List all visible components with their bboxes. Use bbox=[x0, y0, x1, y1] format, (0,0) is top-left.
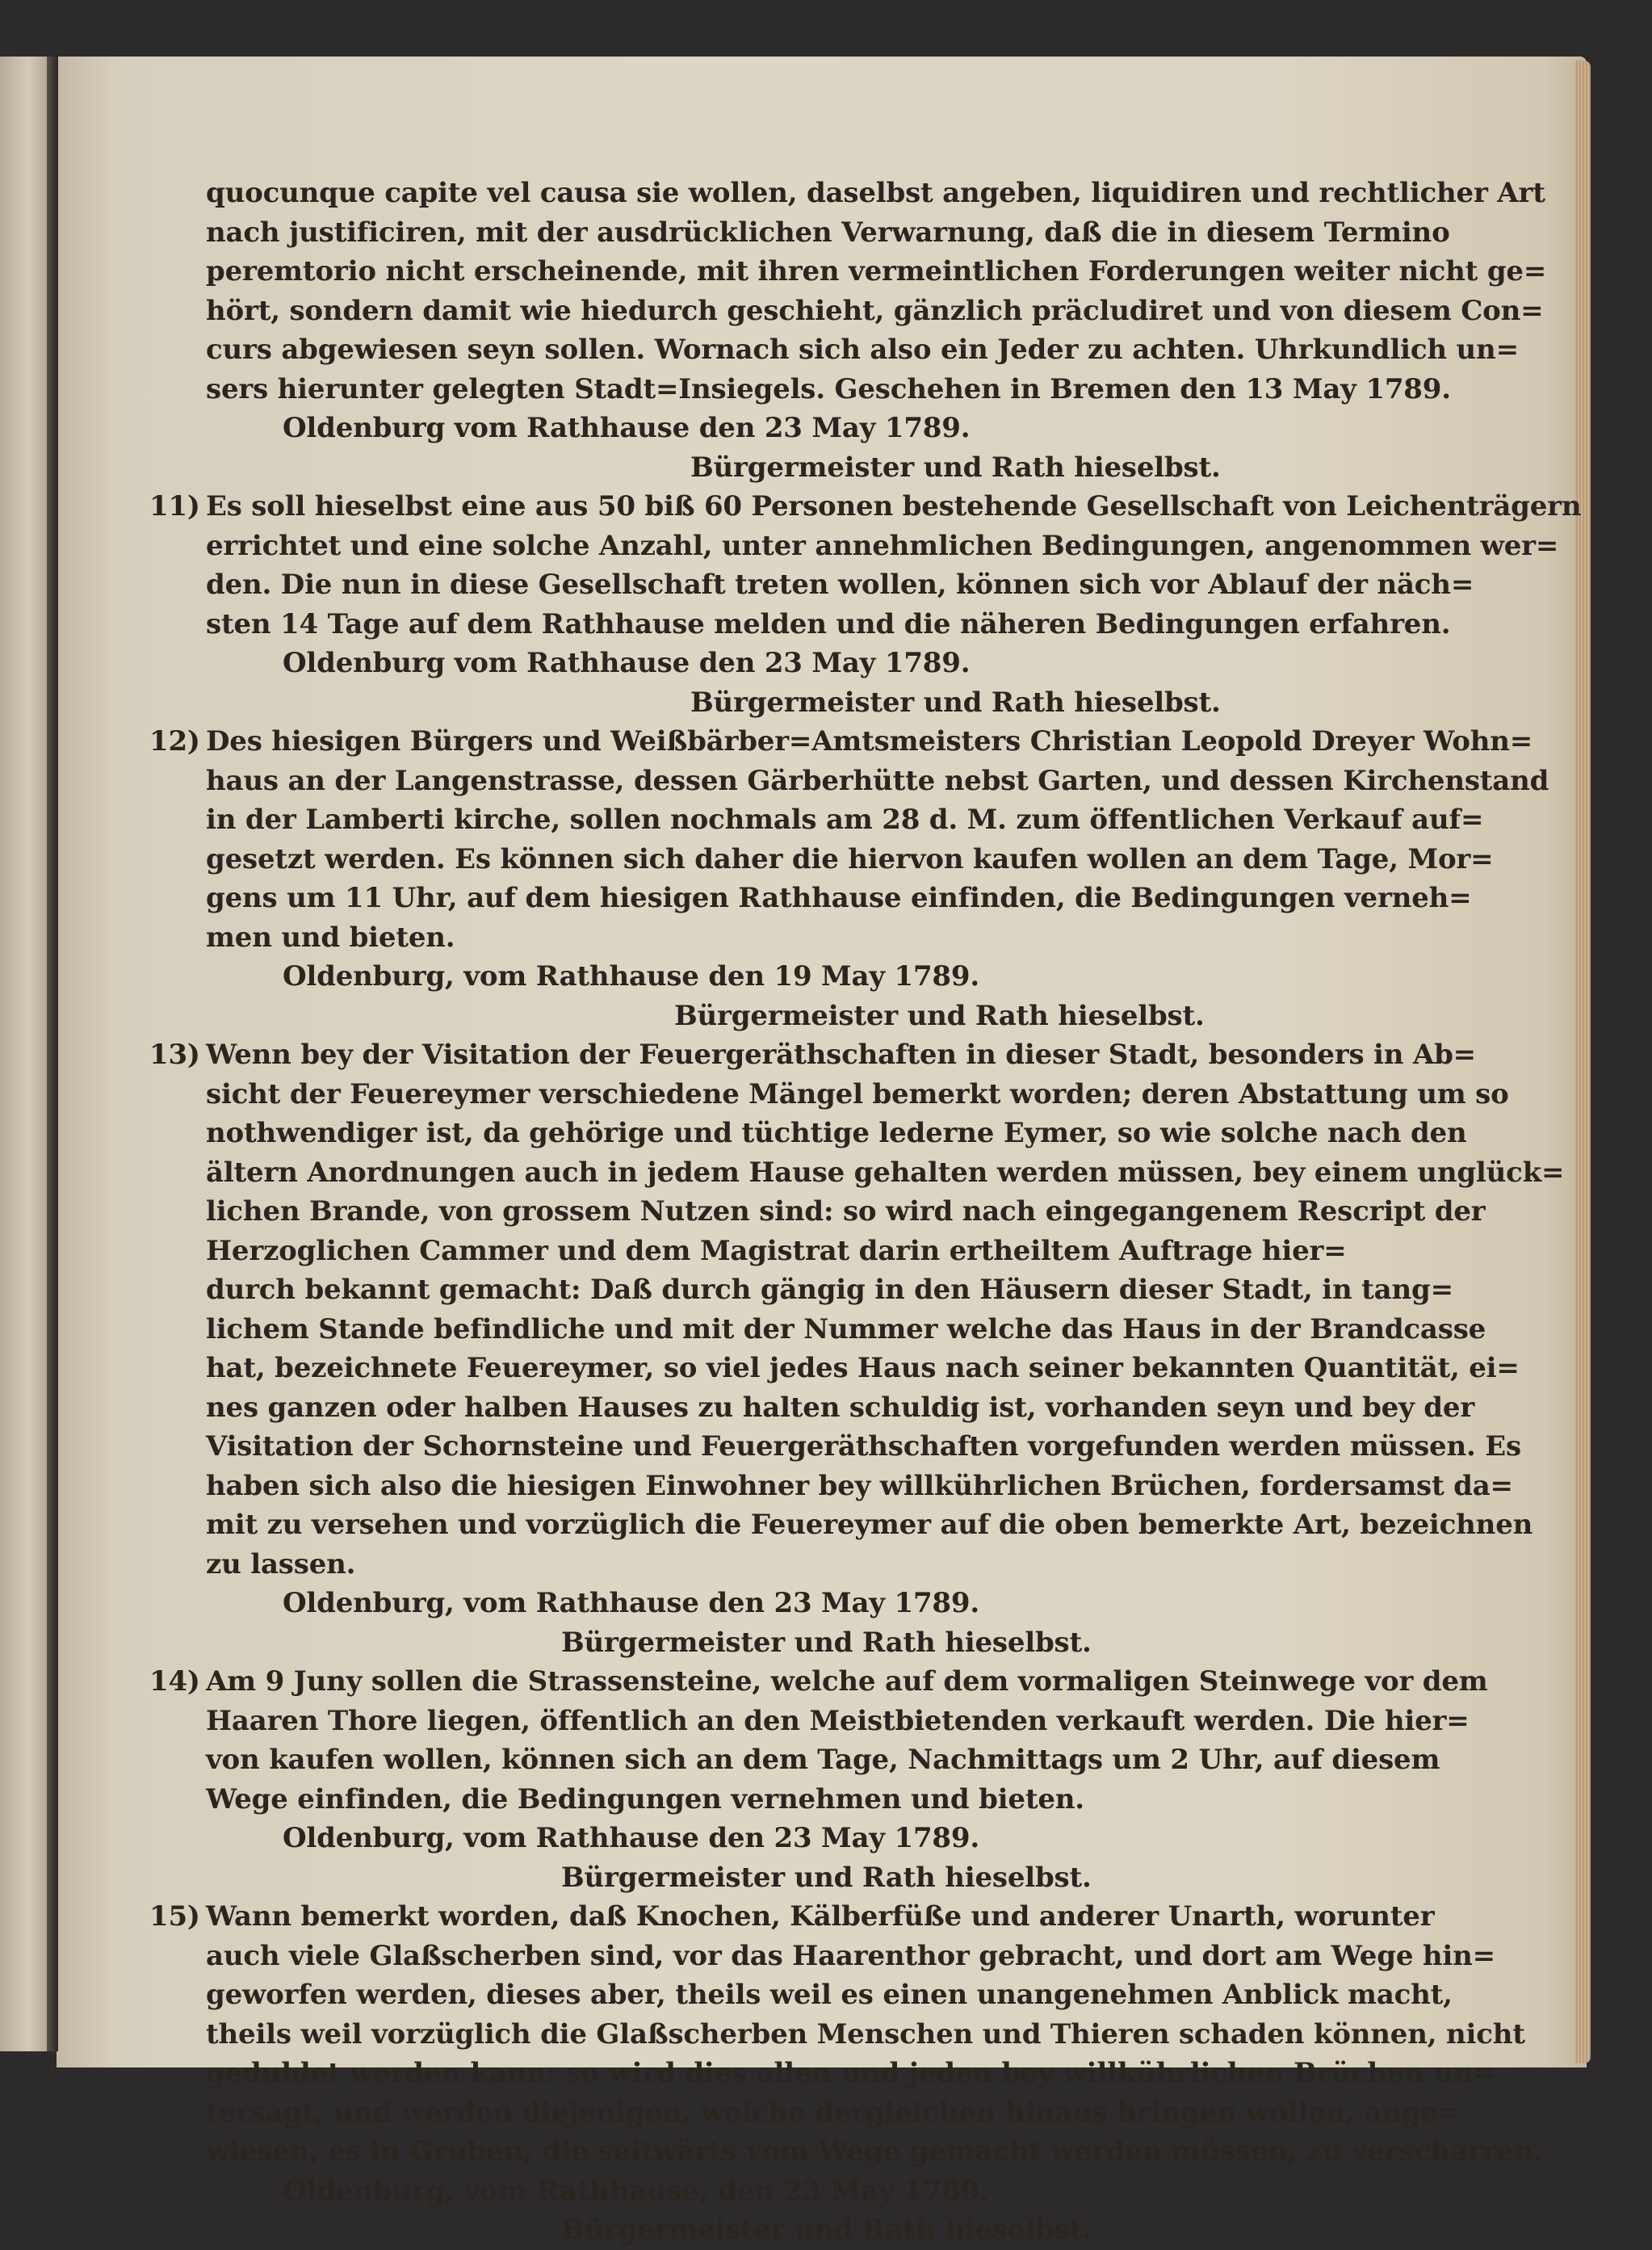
text-line: geworfen werden, dieses aber, theils weil es einen unangenehmen Anblick macht, bbox=[206, 1979, 1453, 2011]
text-line: hört, sondern damit wie hiedurch geschieht, gänzlich präcludiret und von diesem Con= bbox=[206, 294, 1544, 327]
text-line: Visitation der Schornsteine und Feuergeräthschaften vorgefunden werden müssen. Es bbox=[206, 1430, 1521, 1463]
text-line: nach justificiren, mit der ausdrücklichen Verwarnung, daß die in diesem Termino bbox=[206, 216, 1450, 249]
text-line: lichen Brande, von grossem Nutzen sind: so wird nach eingegangenem Rescript der bbox=[206, 1195, 1486, 1228]
text-line: von kaufen wollen, können sich an dem Tage, Nachmittags um 2 Uhr, auf diesem bbox=[206, 1744, 1440, 1776]
text-line: ältern Anordnungen auch in jedem Hause gehalten werden müssen, bey einem unglück= bbox=[206, 1156, 1565, 1189]
dateline: Oldenburg, vom Rathhause den 23 May 1789. bbox=[283, 1587, 979, 1619]
text-line: mit zu versehen und vorzüglich die Feuereymer auf die oben bemerkte Art, bezeichnen bbox=[206, 1509, 1533, 1541]
text-line: tersagt, und werden diejenigen, welche dergleichen hinaus bringen wollen, ange= bbox=[206, 2096, 1461, 2129]
text-line: durch bekannt gemacht: Daß durch gängig in den Häusern dieser Stadt, in tang= bbox=[206, 1274, 1453, 1306]
notice-number: 15) bbox=[149, 1900, 200, 1933]
text-line: auch viele Glaßscherben sind, vor das Haarenthor gebracht, und dort am Wege hin= bbox=[206, 1939, 1495, 1972]
text-line: curs abgewiesen seyn sollen. Wornach sich also ein Jeder zu achten. Uhrkundlich un= bbox=[206, 334, 1519, 366]
text-line: Wenn bey der Visitation der Feuergeräthschaften in dieser Stadt, besonders in Ab= bbox=[206, 1039, 1476, 1071]
text-line: wiesen, es in Gruben, die seitwärts vom Wege gemacht werden müssen, zu verscharren. bbox=[206, 2135, 1543, 2168]
signature-line: Bürgermeister und Rath hieselbst. bbox=[674, 999, 1205, 1032]
text-line: sers hierunter gelegten Stadt=Insiegels. Geschehen in Bremen den 13 May 1789. bbox=[206, 372, 1451, 405]
text-line: Herzoglichen Cammer und dem Magistrat darin ertheiltem Auftrage hier= bbox=[206, 1234, 1347, 1267]
text-line: sten 14 Tage auf dem Rathhause melden und die näheren Bedingungen erfahren. bbox=[206, 607, 1451, 640]
text-line: Am 9 Juny sollen die Strassensteine, welche auf dem vormaligen Steinwege vor dem bbox=[206, 1665, 1488, 1698]
notice-number: 14) bbox=[149, 1665, 200, 1698]
text-line: quocunque capite vel causa sie wollen, daselbst angeben, liquidiren und rechtlicher Art bbox=[206, 177, 1545, 209]
text-line: Wann bemerkt worden, daß Knochen, Kälberfüße und anderer Unarth, worunter bbox=[206, 1900, 1435, 1933]
text-line: geduldet werden kann: so wird dies allen und jeden bey willkührlichen Brüchen un= bbox=[206, 2057, 1496, 2089]
signature-line: Bürgermeister und Rath hieselbst. bbox=[561, 1861, 1092, 1894]
notice-15-line bbox=[149, 1897, 1435, 1937]
text-line: sicht der Feuereymer verschiedene Mängel bemerkt worden; deren Abstattung um so bbox=[206, 1077, 1509, 1110]
text-line: den. Die nun in diese Gesellschaft treten wollen, können sich vor Ablauf der näch= bbox=[206, 569, 1474, 601]
text-line: hat, bezeichnete Feuereymer, so viel jedes Haus nach seiner bekannten Quantität, ei= bbox=[206, 1352, 1520, 1384]
signature-line: Bürgermeister und Rath hieselbst. bbox=[690, 451, 1221, 484]
text-line: Des hiesigen Bürgers und Weißbärber=Amtsmeisters Christian Leopold Dreyer Wohn= bbox=[206, 725, 1533, 758]
text-line: nothwendiger ist, da gehörige und tüchtige lederne Eymer, so wie solche nach den bbox=[206, 1117, 1467, 1149]
text-line: haben sich also die hiesigen Einwohner bey willkührlichen Brüchen, fordersamst da= bbox=[206, 1469, 1513, 1502]
text-line: men und bieten. bbox=[206, 921, 455, 954]
text-line: Haaren Thore liegen, öffentlich an den Meistbietenden verkauft werden. Die hier= bbox=[206, 1704, 1470, 1737]
notice-13-line bbox=[149, 1035, 1476, 1075]
text-line: in der Lamberti kirche, sollen nochmals am 28 d. M. zum öffentlichen Verkauf auf= bbox=[206, 804, 1484, 836]
notice-number: 12) bbox=[149, 725, 200, 758]
book-gutter bbox=[47, 57, 58, 2051]
notice-14-line bbox=[149, 1662, 1488, 1702]
text-line: Es soll hieselbst eine aus 50 biß 60 Personen bestehende Gesellschaft von Leichenträgern bbox=[206, 490, 1582, 523]
text-line: theils weil vorzüglich die Glaßscherben Menschen und Thieren schaden können, nicht bbox=[206, 2017, 1525, 2051]
notice-number: 11) bbox=[149, 490, 200, 523]
text-line: nes ganzen oder halben Hauses zu halten schuldig ist, vorhanden seyn und bey der bbox=[206, 1391, 1475, 1424]
page-fore-edge bbox=[1574, 61, 1591, 2063]
signature-line: Bürgermeister und Rath hieselbst. bbox=[690, 686, 1221, 719]
text-line: Wege einfinden, die Bedingungen vernehmen und bieten. bbox=[206, 1782, 1084, 1816]
dateline: Oldenburg vom Rathhause den 23 May 1789. bbox=[283, 647, 971, 679]
text-line: lichem Stande befindliche und mit der Nummer welche das Haus in der Brandcasse bbox=[206, 1312, 1486, 1345]
notice-11-line bbox=[149, 487, 1582, 527]
text-line: errichtet und eine solche Anzahl, unter annehmlichen Bedingungen, angenommen wer= bbox=[206, 529, 1559, 562]
notice-12-line bbox=[149, 722, 1533, 762]
notice-number: 13) bbox=[149, 1039, 200, 1071]
dateline: Oldenburg, vom Rathhause den 19 May 1789. bbox=[283, 960, 979, 993]
notice-text bbox=[149, 174, 1582, 2250]
text-line: zu lassen. bbox=[206, 1547, 356, 1580]
text-line: haus an der Langenstrasse, dessen Gärberhütte nebst Garten, und dessen Kirchenstand bbox=[206, 764, 1549, 797]
text-line: peremtorio nicht erscheinende, mit ihren vermeintlichen Forderungen weiter nicht ge= bbox=[206, 255, 1547, 288]
signature-line: Bürgermeister und Rath hieselbst. bbox=[561, 1626, 1092, 1659]
signature-line: Bürgermeister und Rath hieselbst. bbox=[561, 2214, 1092, 2246]
dateline: Oldenburg, vom Rathhause den 23 May 1789. bbox=[283, 1822, 979, 1854]
dateline: Oldenburg vom Rathhause den 23 May 1789. bbox=[283, 412, 971, 444]
dateline: Oldenburg, vom Rathhause, den 23 May 1789. bbox=[283, 2174, 989, 2207]
text-line: gesetzt werden. Es können sich daher die hiervon kaufen wollen an dem Tage, Mor= bbox=[206, 842, 1494, 875]
text-line: gens um 11 Uhr, auf dem hiesigen Rathhause einfinden, die Bedingungen verneh= bbox=[206, 882, 1472, 914]
